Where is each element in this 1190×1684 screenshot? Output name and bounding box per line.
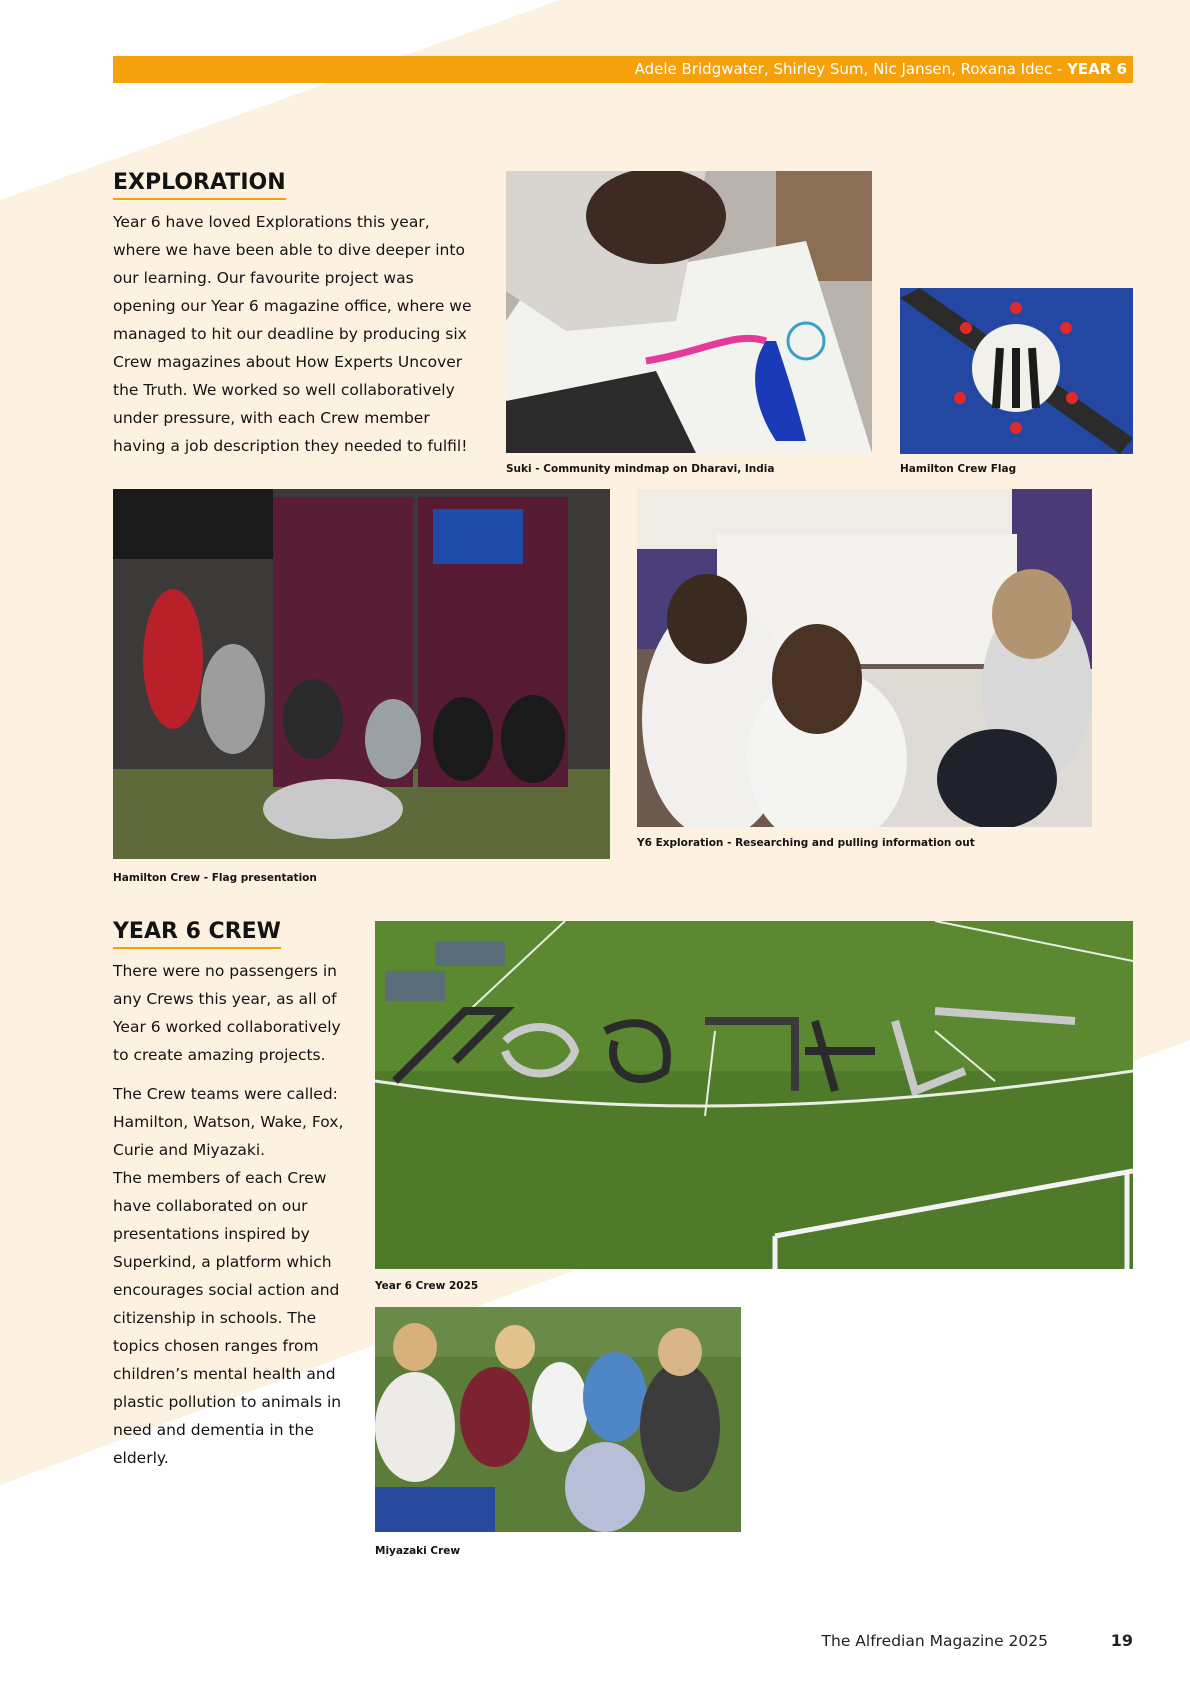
flag-caption: Hamilton Crew Flag [900, 463, 1017, 475]
researching-photo [637, 489, 1092, 827]
miyazaki-photo [375, 1307, 741, 1532]
header-section: YEAR 6 [1067, 60, 1127, 78]
flag-presentation-photo [113, 489, 610, 859]
researching-caption: Y6 Exploration - Researching and pulling information out [637, 837, 975, 849]
flag-photo [900, 288, 1133, 454]
exploration-heading: EXPLORATION [113, 170, 286, 200]
crew-paragraph-3: The members of each Crew have collaborated on our presentations inspired by Superkind, a platform which encourages social action and citizenship in schools. The topics chosen ranges from children’s mental health and plastic pollution to animals in need and dementia in the elderly. [113, 1169, 342, 1467]
footer-page-number: 19 [1110, 1631, 1133, 1650]
exploration-paragraph: Year 6 have loved Explorations this year, where we have been able to dive deeper into our learning. Our favourite project was opening our Year 6 magazine office, where we managed to hit our deadline by producing six Crew magazines about How Experts Uncover the Truth. We worked so well collaboratively under pressure, with each Crew member having a job description they needed to fulfil! [113, 213, 472, 455]
crew-2025-caption: Year 6 Crew 2025 [375, 1280, 479, 1292]
crew-paragraph-2: The Crew teams were called: Hamilton, Watson, Wake, Fox, Curie and Miyazaki. [113, 1085, 344, 1159]
exploration-body [113, 208, 478, 460]
header-authors: Adele Bridgwater, Shirley Sum, Nic Jansen, Roxana Idec - [634, 60, 1068, 78]
crew-paragraph-1: There were no passengers in any Crews this year, as all of Year 6 worked collaboratively to create amazing projects. [113, 962, 341, 1064]
miyazaki-caption: Miyazaki Crew [375, 1545, 461, 1557]
crew-heading: YEAR 6 CREW [113, 919, 281, 949]
header-text [635, 60, 1127, 79]
footer-magazine-title: The Alfredian Magazine 2025 [821, 1632, 1048, 1650]
crew-2025-photo [375, 921, 1133, 1269]
header-bar [113, 56, 1133, 83]
flag-presentation-caption: Hamilton Crew - Flag presentation [113, 872, 317, 884]
mindmap-caption: Suki - Community mindmap on Dharavi, India [506, 463, 775, 475]
mindmap-photo [506, 171, 872, 453]
crew-body [113, 957, 348, 1472]
